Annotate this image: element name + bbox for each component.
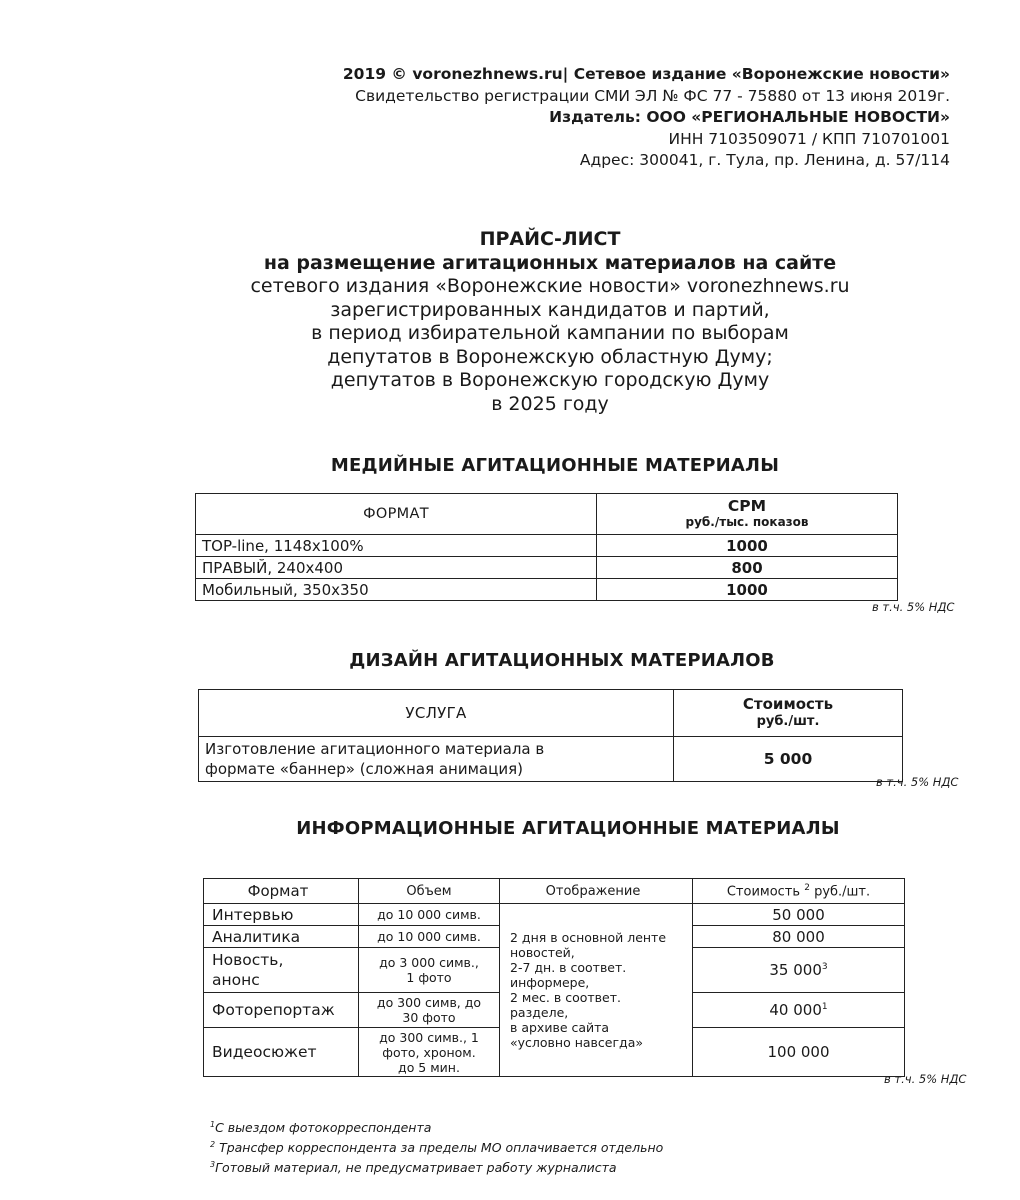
price-cell: 80 000 [693, 926, 905, 948]
display-line: 2 дня в основной ленте [510, 930, 667, 945]
footnote-number: 1 [210, 1120, 216, 1129]
footnote-number: 3 [210, 1160, 216, 1170]
cpm-label: CPM [727, 497, 767, 515]
price-unit: руб./шт. [756, 714, 820, 729]
media-col-cpm [597, 494, 898, 535]
site-copyright: 2019 © voronezhnews.ru [342, 65, 563, 83]
registration-certificate: Свидетельство регистрации СМИ ЭЛ № ФС 77 - 75880 от 13 июня 2019г. [355, 86, 950, 105]
info-col-display: Отображение [500, 879, 693, 904]
footnote-1 [210, 1116, 663, 1136]
table-row [196, 557, 898, 579]
info-col-price [693, 879, 905, 904]
service-line-1: Изготовление агитационного материала в [205, 740, 545, 758]
display-line: новостей, [510, 945, 575, 960]
header-line-1 [343, 64, 950, 86]
title-line-3: сетевого издания «Воронежские новости» voronezhnews.ru [250, 275, 850, 297]
format-cell: ПРАВЫЙ, 240x400 [196, 557, 597, 579]
display-line: 2-7 дн. в соответ. [510, 960, 627, 975]
service-price: 5 000 [674, 737, 903, 782]
price-col-footnote-ref: 2 [804, 882, 810, 893]
table-row [204, 904, 905, 926]
design-col-price [674, 690, 903, 737]
info-col-format: Формат [204, 879, 359, 904]
volume-line: 1 фото [406, 970, 452, 985]
price-value: 40 000 [769, 1001, 822, 1019]
service-description [199, 737, 674, 782]
edition-name: Сетевое издание «Воронежские новости» [573, 65, 950, 83]
volume-line: 30 фото [402, 1010, 456, 1025]
table-row [196, 535, 898, 557]
cpm-unit: руб./тыс. показов [685, 515, 809, 529]
table-row [196, 579, 898, 601]
design-section-title: ДИЗАЙН АГИТАЦИОННЫХ МАТЕРИАЛОВ [349, 650, 775, 671]
format-cell: Мобильный, 350x350 [196, 579, 597, 601]
title-line-4: зарегистрированных кандидатов и партий, [330, 298, 770, 321]
media-table-header [196, 494, 898, 535]
price-col-unit: руб./шт. [814, 884, 871, 900]
footnote-3 [210, 1156, 663, 1176]
price-footnote-ref: 1 [821, 1002, 828, 1012]
title-line-7: депутатов в Воронежскую городскую Думу [330, 369, 770, 391]
price-cell: 100 000 [693, 1028, 905, 1077]
title-line-5: в период избирательной кампании по выборам [311, 322, 789, 344]
display-line: информере, [510, 975, 590, 990]
display-line: 2 мес. в соответ. [510, 990, 621, 1005]
cpm-value: 1000 [597, 535, 898, 557]
media-table [195, 493, 898, 601]
price-cell [693, 948, 905, 993]
info-table [203, 878, 905, 1077]
info-vat-note: в т.ч. 5% НДС [884, 1072, 967, 1086]
info-section-title: ИНФОРМАЦИОННЫЕ АГИТАЦИОННЫЕ МАТЕРИАЛЫ [296, 818, 840, 839]
cpm-value: 800 [597, 557, 898, 579]
price-col-label: Стоимость [726, 884, 801, 900]
table-row [199, 737, 903, 782]
format-cell: TOP-line, 1148x100% [196, 535, 597, 557]
volume-line: фото, хроном. [382, 1044, 476, 1060]
footnote-text: Трансфер корреспондента за пределы МО оплачивается отдельно [215, 1140, 664, 1156]
volume-line: до 300 симв, до [376, 995, 482, 1010]
price-footnote-ref: 3 [821, 962, 828, 972]
cpm-value: 1000 [597, 579, 898, 601]
media-section-title: МЕДИЙНЫЕ АГИТАЦИОННЫЕ МАТЕРИАЛЫ [330, 455, 780, 476]
header [343, 64, 950, 172]
design-col-service: УСЛУГА [199, 690, 674, 737]
design-table [198, 689, 903, 782]
info-col-volume: Объем [359, 879, 500, 904]
volume-cell [359, 1028, 500, 1077]
footnote-2 [210, 1136, 663, 1156]
volume-cell [359, 993, 500, 1028]
info-table-header [204, 879, 905, 904]
format-cell: Фоторепортаж [204, 993, 359, 1028]
format-cell [204, 948, 359, 993]
volume-cell: до 10 000 симв. [359, 926, 500, 948]
title-line-6: депутатов в Воронежскую областную Думу; [327, 345, 773, 368]
media-vat-note: в т.ч. 5% НДС [872, 600, 955, 614]
price-cell: 50 000 [693, 904, 905, 926]
format-cell: Интервью [204, 904, 359, 926]
publisher: Издатель: ООО «РЕГИОНАЛЬНЫЕ НОВОСТИ» [549, 108, 950, 126]
footnote-text: С выездом фотокорреспондента [215, 1120, 432, 1136]
format-cell: Аналитика [204, 926, 359, 948]
price-value: 35 000 [769, 961, 822, 979]
display-line: в архиве сайта [510, 1020, 610, 1035]
display-line: разделе, [510, 1005, 569, 1020]
title-line-8: в 2025 году [491, 392, 609, 415]
document-title [200, 228, 900, 416]
footnotes [210, 1116, 663, 1176]
footnote-text: Готовый материал, не предусматривает работу журналиста [215, 1160, 617, 1176]
media-col-format: ФОРМАТ [196, 494, 597, 535]
inn-kpp: ИНН 7103509071 / КПП 710701001 [668, 129, 950, 148]
display-cell [500, 904, 693, 1077]
volume-cell: до 10 000 симв. [359, 904, 500, 926]
volume-line: до 3 000 симв., [379, 955, 479, 970]
design-table-header [199, 690, 903, 737]
volume-line: до 5 мин. [398, 1059, 460, 1075]
header-separator: | [562, 65, 569, 83]
service-line-2: формате «баннер» (сложная анимация) [205, 760, 523, 778]
price-label: Стоимость [742, 695, 834, 713]
address: Адрес: 300041, г. Тула, пр. Ленина, д. 57/114 [579, 151, 950, 169]
title-line-1: ПРАЙС-ЛИСТ [479, 228, 621, 250]
volume-line: до 300 симв., 1 [379, 1029, 479, 1045]
format-line: анонс [212, 971, 260, 989]
price-cell [693, 993, 905, 1028]
footnote-number: 2 [210, 1140, 216, 1150]
title-line-2: на размещение агитационных материалов на сайте [263, 251, 837, 274]
volume-cell [359, 948, 500, 993]
format-line: Новость, [212, 951, 284, 969]
format-cell: Видеосюжет [204, 1028, 359, 1077]
display-line: «условно навсегда» [510, 1035, 643, 1050]
design-vat-note: в т.ч. 5% НДС [876, 775, 959, 789]
